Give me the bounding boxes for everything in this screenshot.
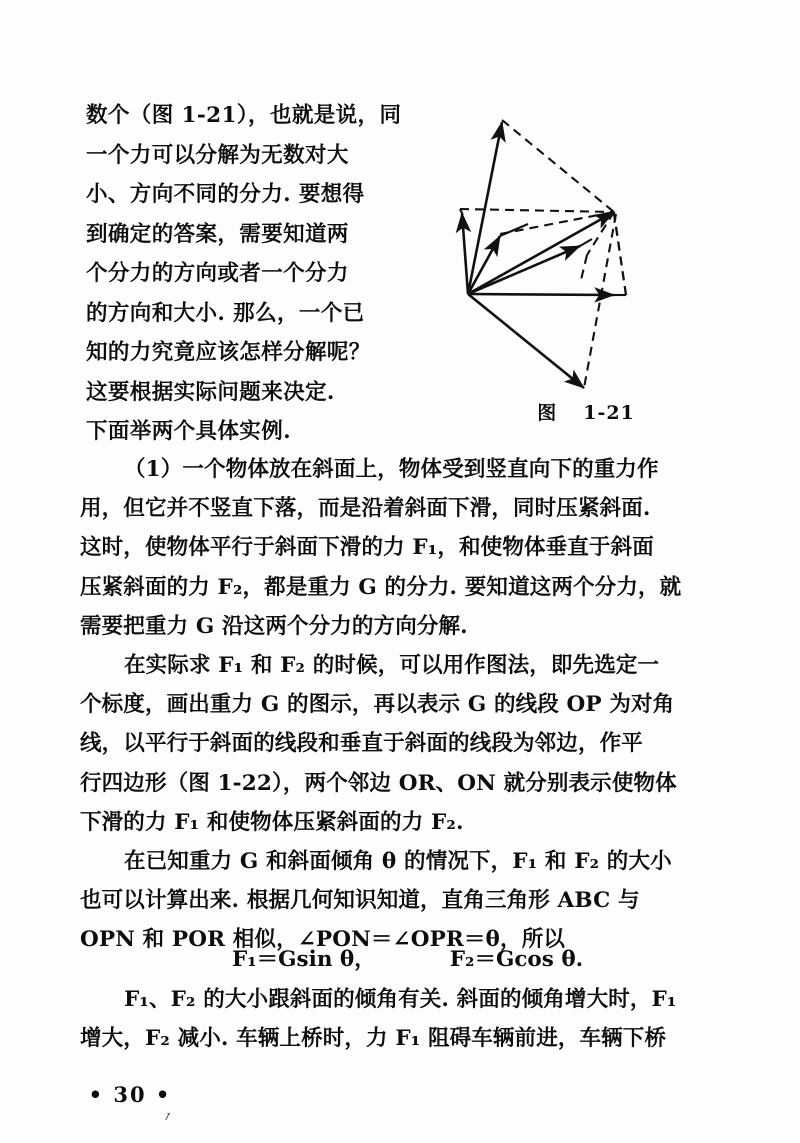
text-line: 数个（图 1-21），也就是说，同	[86, 103, 402, 128]
text-line: F₁、F₂ 的大小跟斜面的倾角有关. 斜面的倾角增大时，F₁	[124, 987, 677, 1012]
text-line: 这时，使物体平行于斜面下滑的力 F₁，和使物体垂直于斜面	[80, 535, 654, 561]
page-number: • 30 •	[88, 1082, 172, 1107]
text-line: OPN 和 POR 相似，∠PON＝∠OPR＝θ，所以	[80, 927, 565, 953]
force-decomposition-svg	[436, 96, 736, 436]
text-line: 知的力究竟应该怎样分解呢？	[86, 340, 371, 365]
text-line: 的方向和大小. 那么，一个已	[86, 300, 365, 326]
figure-caption-label: 图	[537, 402, 558, 424]
paragraph-1	[80, 450, 728, 646]
vector-horizontal	[468, 294, 614, 295]
equation-f2: F₂＝Gcos θ.	[449, 947, 584, 972]
text-line: 小、方向不同的分力. 要想得	[86, 182, 365, 207]
text-line: 压紧斜面的力 F₂，都是重力 G 的分力. 要知道这两个分力，就	[80, 574, 682, 600]
paragraph-2	[80, 646, 728, 842]
text-line: 下滑的力 F₁ 和使物体压紧斜面的力 F₂.	[80, 809, 464, 835]
stray-mark: ↗	[161, 1108, 175, 1125]
vector-up	[462, 213, 468, 294]
figure-caption	[436, 398, 736, 425]
text-line: 增大，F₂ 减小. 车辆上桥时，力 F₁ 阻碍车辆前进，车辆下桥	[80, 1026, 667, 1052]
text-line: 需要把重力 G 沿这两个分力的方向分解.	[80, 613, 468, 639]
text-line: 在已知重力 G 和斜面倾角 θ 的情况下，F₁ 和 F₂ 的大小	[124, 849, 672, 874]
left-text-column	[86, 96, 404, 452]
text-line: 用，但它并不竖直下落，而是沿着斜面下滑，同时压紧斜面.	[80, 496, 651, 522]
vector-down-right	[468, 294, 584, 388]
paragraph-4	[80, 980, 728, 1058]
text-line: 也可以计算出来. 根据几何知识知道，直角三角形 ABC 与	[80, 888, 640, 914]
vector-shallow	[468, 246, 580, 294]
text-line: 一个力可以分解为无数对大	[86, 142, 349, 168]
text-line: 个标度，画出重力 G 的图示，再以表示 G 的线段 OP 为对角	[80, 692, 675, 718]
text-line: 线，以平行于斜面的线段和垂直于斜面的线段为邻边，作平	[80, 731, 643, 757]
text-line: 行四边形（图 1-22），两个邻边 OR、ON 就分别表示使物体	[80, 770, 677, 796]
text-line: 个分力的方向或者一个分力	[86, 261, 349, 286]
figure-1-21	[436, 96, 736, 436]
vector-to-top-apex	[468, 122, 502, 294]
equation-row	[80, 940, 728, 979]
equation-f1: F₁＝Gsin θ，	[232, 947, 376, 972]
text-line: 在实际求 F₁ 和 F₂ 的时候，可以用作图法，即先选定一	[124, 653, 660, 678]
text-line: 到确定的答案，需要知道两	[86, 221, 349, 247]
text-line: 这要根据实际问题来决定.	[86, 379, 335, 405]
dashed-construction-lines	[460, 120, 626, 388]
figure-caption-number: 1-21	[583, 402, 635, 424]
text-line: 下面举两个具体实例.	[86, 419, 291, 444]
text-line: （1）一个物体放在斜面上，物体受到竖直向下的重力作	[124, 457, 659, 482]
